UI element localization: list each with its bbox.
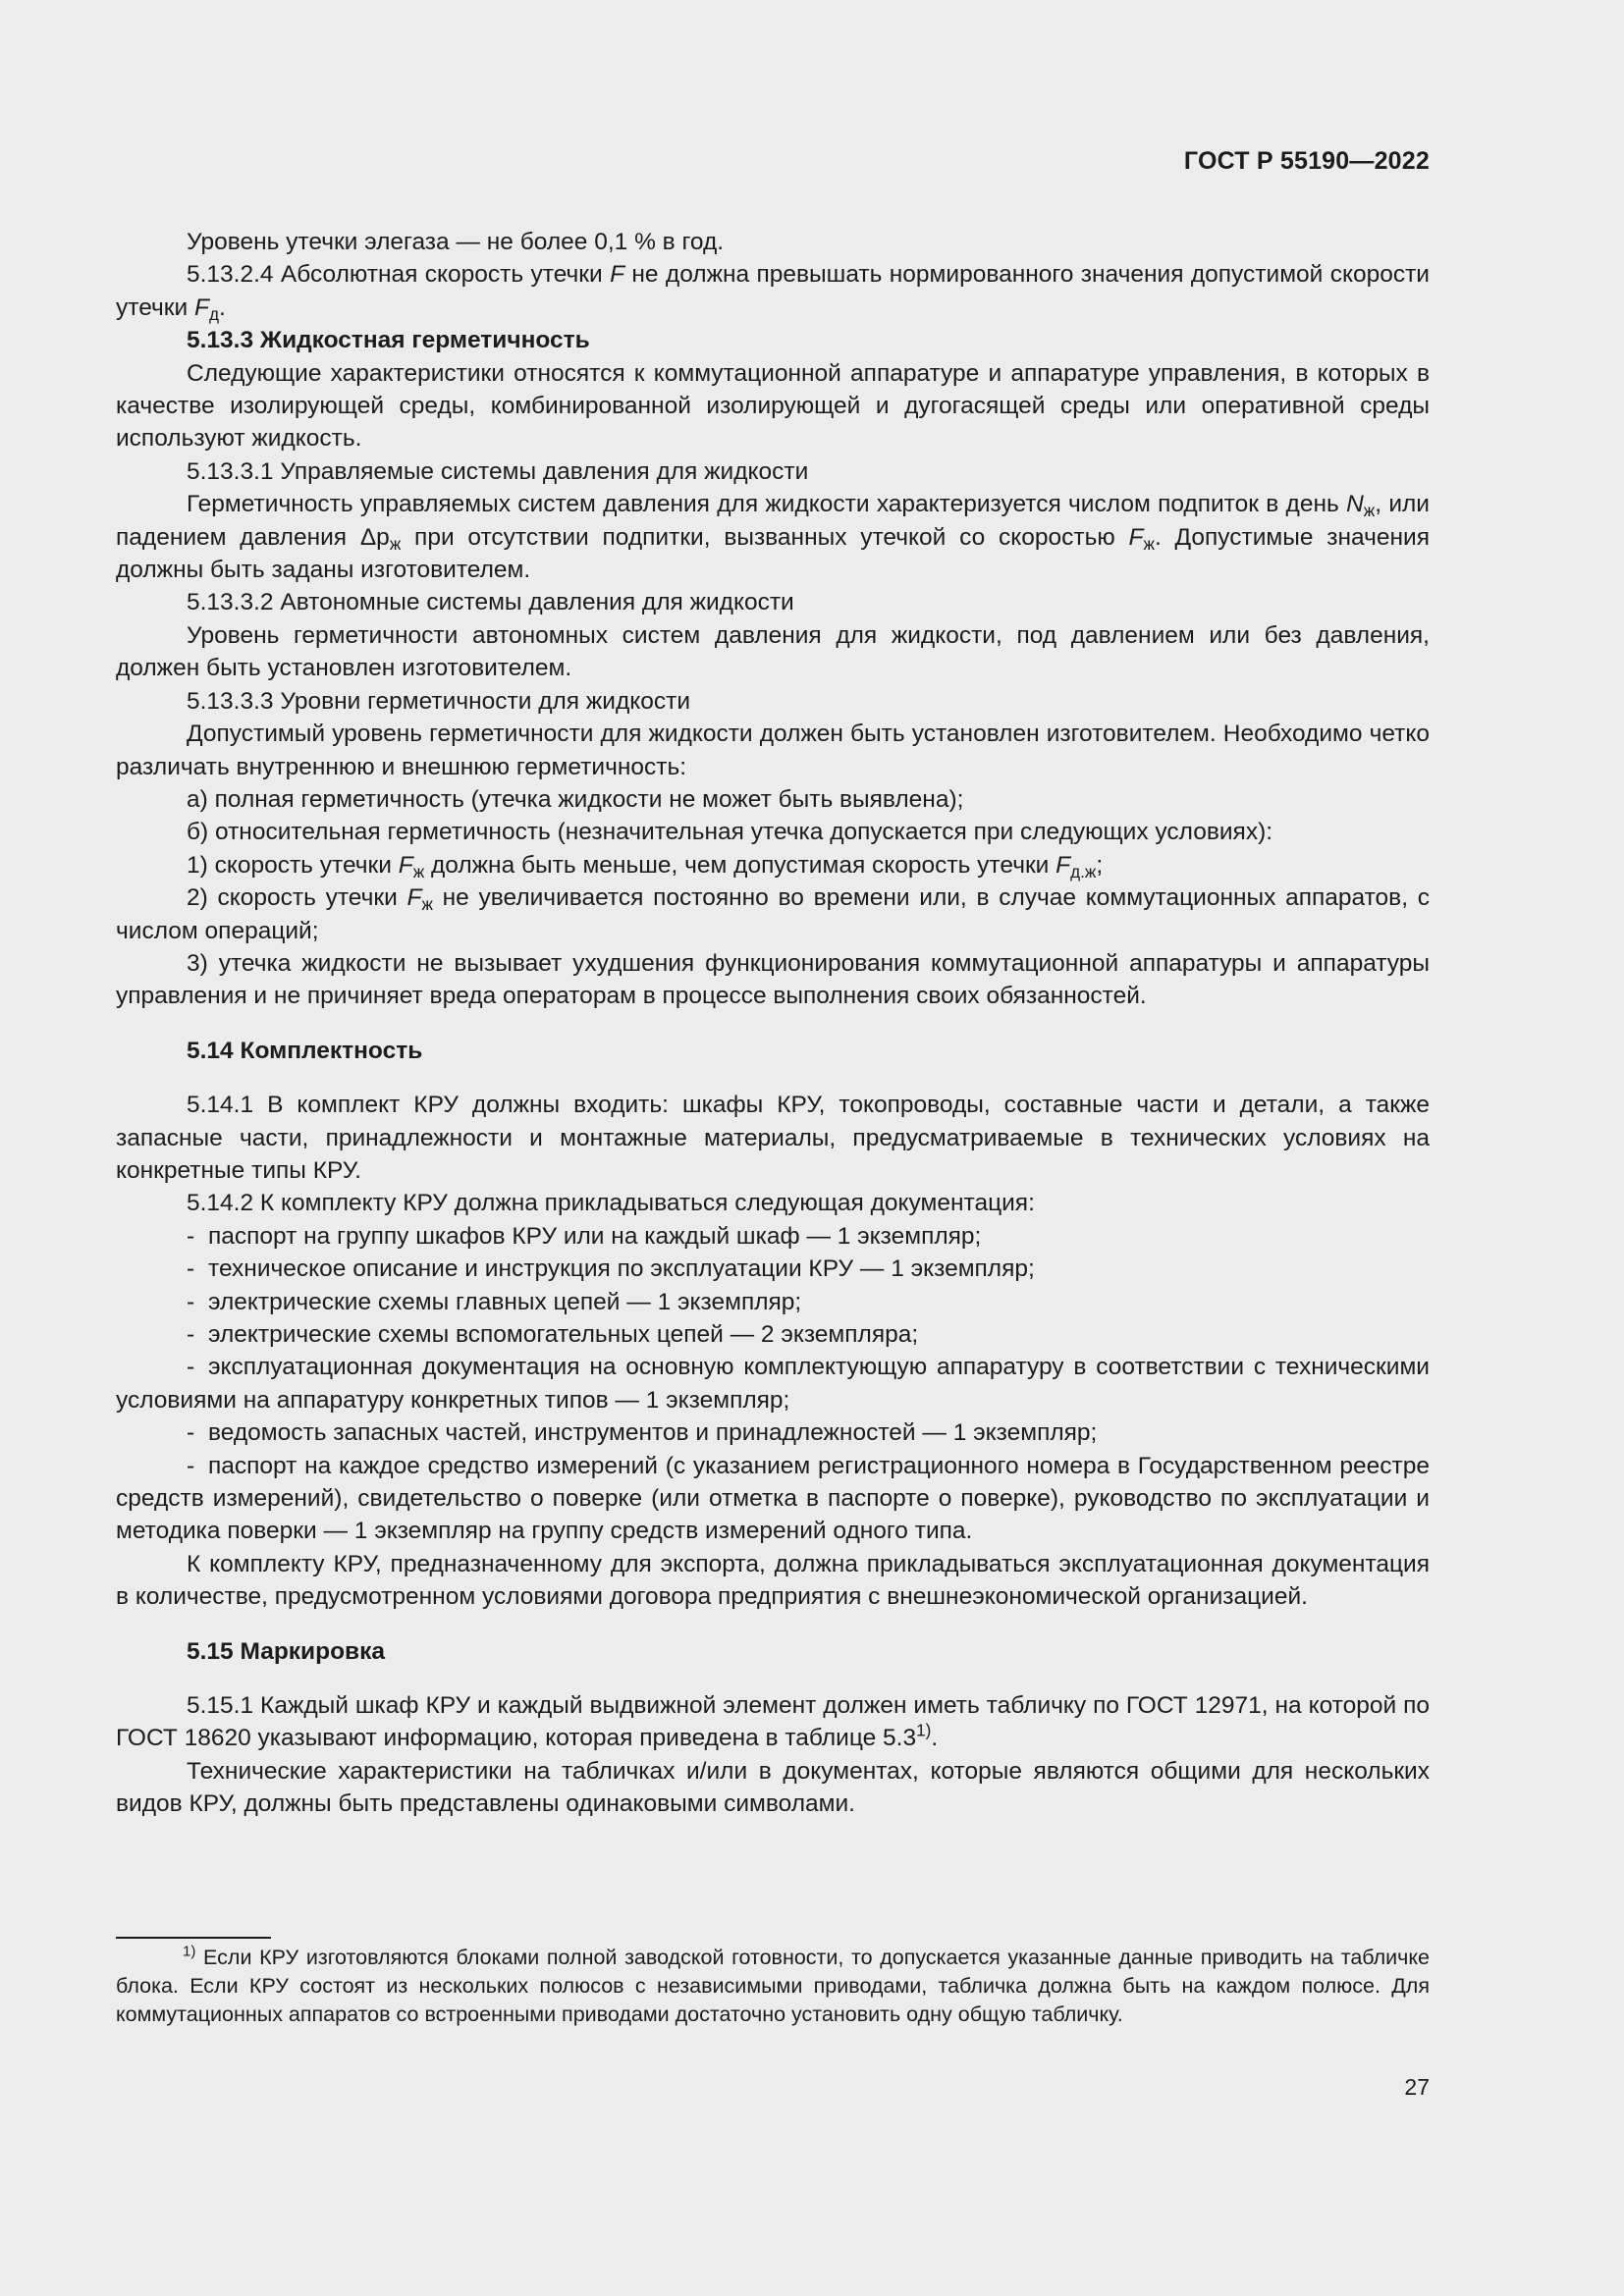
paragraph: Уровень герметичности автономных систем давления для жидкости, под давлением или без давления, должен быть установлен изготовителем. <box>116 621 1430 682</box>
footnote <box>116 1944 1430 2029</box>
paragraph-5-13-2-4: 5.13.2.4 Абсолютная скорость утечки F не должна превышать нормированного значения допустимой скорости утечки $F_д$. <box>116 261 1430 324</box>
document-body <box>116 226 1430 1821</box>
paragraph: Технические характеристики на табличках и/или в документах, которые являются общими для нескольких видов КРУ, должны быть представлены одинаковыми символами. <box>116 1757 1430 1818</box>
dash-list-item: - паспорт на группу шкафов КРУ или на каждый шкаф — 1 экземпляр; <box>187 1222 982 1250</box>
paragraph-5-14-2: 5.14.2 К комплекту КРУ должна прикладываться следующая документация: <box>187 1190 1035 1217</box>
paragraph: Следующие характеристики относятся к коммутационной аппаратуре и аппаратуре управления, в которых в качестве изолирующей среды, комбинированной изолирующей и дугогасящей среды или оперативной среды используют жидкость. <box>116 359 1430 453</box>
subsection-heading-5-13-3-1: 5.13.3.1 Управляемые системы давления для жидкости <box>187 457 809 485</box>
document-id-header: ГОСТ Р 55190—2022 <box>1183 147 1430 175</box>
dash-list-item: - паспорт на каждое средство измерений (с указанием регистрационного номера в Государственном реестре средств измерений), свидетельство о поверке (или отметка в паспорте о поверке), руководство по эксплуатации и методика поверки — 1 экземпляр на группу средств измерений одного типа. <box>116 1452 1430 1545</box>
footnote-mark: 1) <box>183 1943 196 1960</box>
list-item-b: б) относительная герметичность (незначительная утечка допускается при следующих условиях): <box>187 819 1273 846</box>
footnote-text: Если КРУ изготовляются блоками полной заводской готовности, то допускается указанные данные приводить на табличке блока. Если КРУ состоят из нескольких полюсов с независимыми приводами, табличка должна быть на каждом полюсе. Для коммутационных аппаратов со встроенными приводами достаточно установить одну общую табличку. <box>116 1946 1430 2026</box>
page-number: 27 <box>1404 2074 1430 2100</box>
paragraph-5-14-1: 5.14.1 В комплект КРУ должны входить: шкафы КРУ, токопроводы, составные части и детали, а также запасные части, принадлежности и монтажные материалы, предусматриваемые в технических условиях на конкретные типы КРУ. <box>116 1092 1430 1184</box>
dash-list-item: - ведомость запасных частей, инструментов и принадлежностей — 1 экземпляр; <box>187 1419 1098 1447</box>
section-heading-5-13-3: 5.13.3 Жидкостная герметичность <box>187 327 590 354</box>
dash-list-item: - электрические схемы вспомогательных цепей — 2 экземпляра; <box>187 1321 919 1348</box>
list-item-a: а) полная герметичность (утечка жидкости не может быть выявлена); <box>187 785 964 813</box>
section-heading-5-15: 5.15 Маркировка <box>187 1637 385 1665</box>
paragraph: Допустимый уровень герметичности для жидкости должен быть установлен изготовителем. Необходимо четко различать внутреннюю и внешнюю герметичность: <box>116 721 1430 780</box>
paragraph: К комплекту КРУ, предназначенному для экспорта, должна прикладываться эксплуатационная документация в количестве, предусмотренном условиями договора предприятия с внешнеэкономической организацией. <box>116 1550 1430 1611</box>
paragraph-5-15-1: 5.15.1 Каждый шкаф КРУ и каждый выдвижной элемент должен иметь табличку по ГОСТ 12971, на которой по ГОСТ 18620 указывают информацию, которая приведена в таблице 5.3$^{1)}$. <box>116 1692 1430 1752</box>
section-heading-5-14: 5.14 Комплектность <box>187 1037 423 1064</box>
dash-list-item: - техническое описание и инструкция по эксплуатации КРУ — 1 экземпляр; <box>187 1255 1035 1283</box>
paragraph: Уровень утечки элегаза — не более 0,1 % в год. <box>187 229 725 255</box>
list-item-3: 3) утечка жидкости не вызывает ухудшения функционирования коммутационной аппаратуры и аппаратуры управления и не причиняет вреда операторам в процессе выполнения своих обязанностей. <box>116 949 1430 1010</box>
footnote-reference: 1) <box>916 1721 932 1741</box>
dash-list-item: - электрические схемы главных цепей — 1 экземпляр; <box>187 1288 802 1315</box>
dash-list-item: - эксплуатационная документация на основную комплектующую аппаратуру в соответствии с техническими условиями на аппаратуру конкретных типов — 1 экземпляр; <box>116 1354 1430 1414</box>
footnote-separator <box>116 1937 271 1939</box>
subsection-heading-5-13-3-2: 5.13.3.2 Автономные системы давления для жидкости <box>187 589 794 616</box>
list-item-1: 1) скорость утечки $F_ж$ должна быть меньше, чем допустимая скорость утечки $F_{д.ж}$; <box>187 851 1104 881</box>
subsection-heading-5-13-3-3: 5.13.3.3 Уровни герметичности для жидкости <box>187 687 691 715</box>
list-item-2: 2) скорость утечки $F_ж$ не увеличивается постоянно во времени или, в случае коммутационных аппаратов, с числом операций; <box>116 884 1430 944</box>
paragraph: Герметичность управляемых систем давления для жидкости характеризуется числом подпиток в день $N_ж$, или падением давления $\Delta p_ж$ при отсутствии подпитки, вызванных утечкой со скоростью $F_ж$. Допустимые значения должны быть заданы изготовителем. <box>116 491 1430 584</box>
